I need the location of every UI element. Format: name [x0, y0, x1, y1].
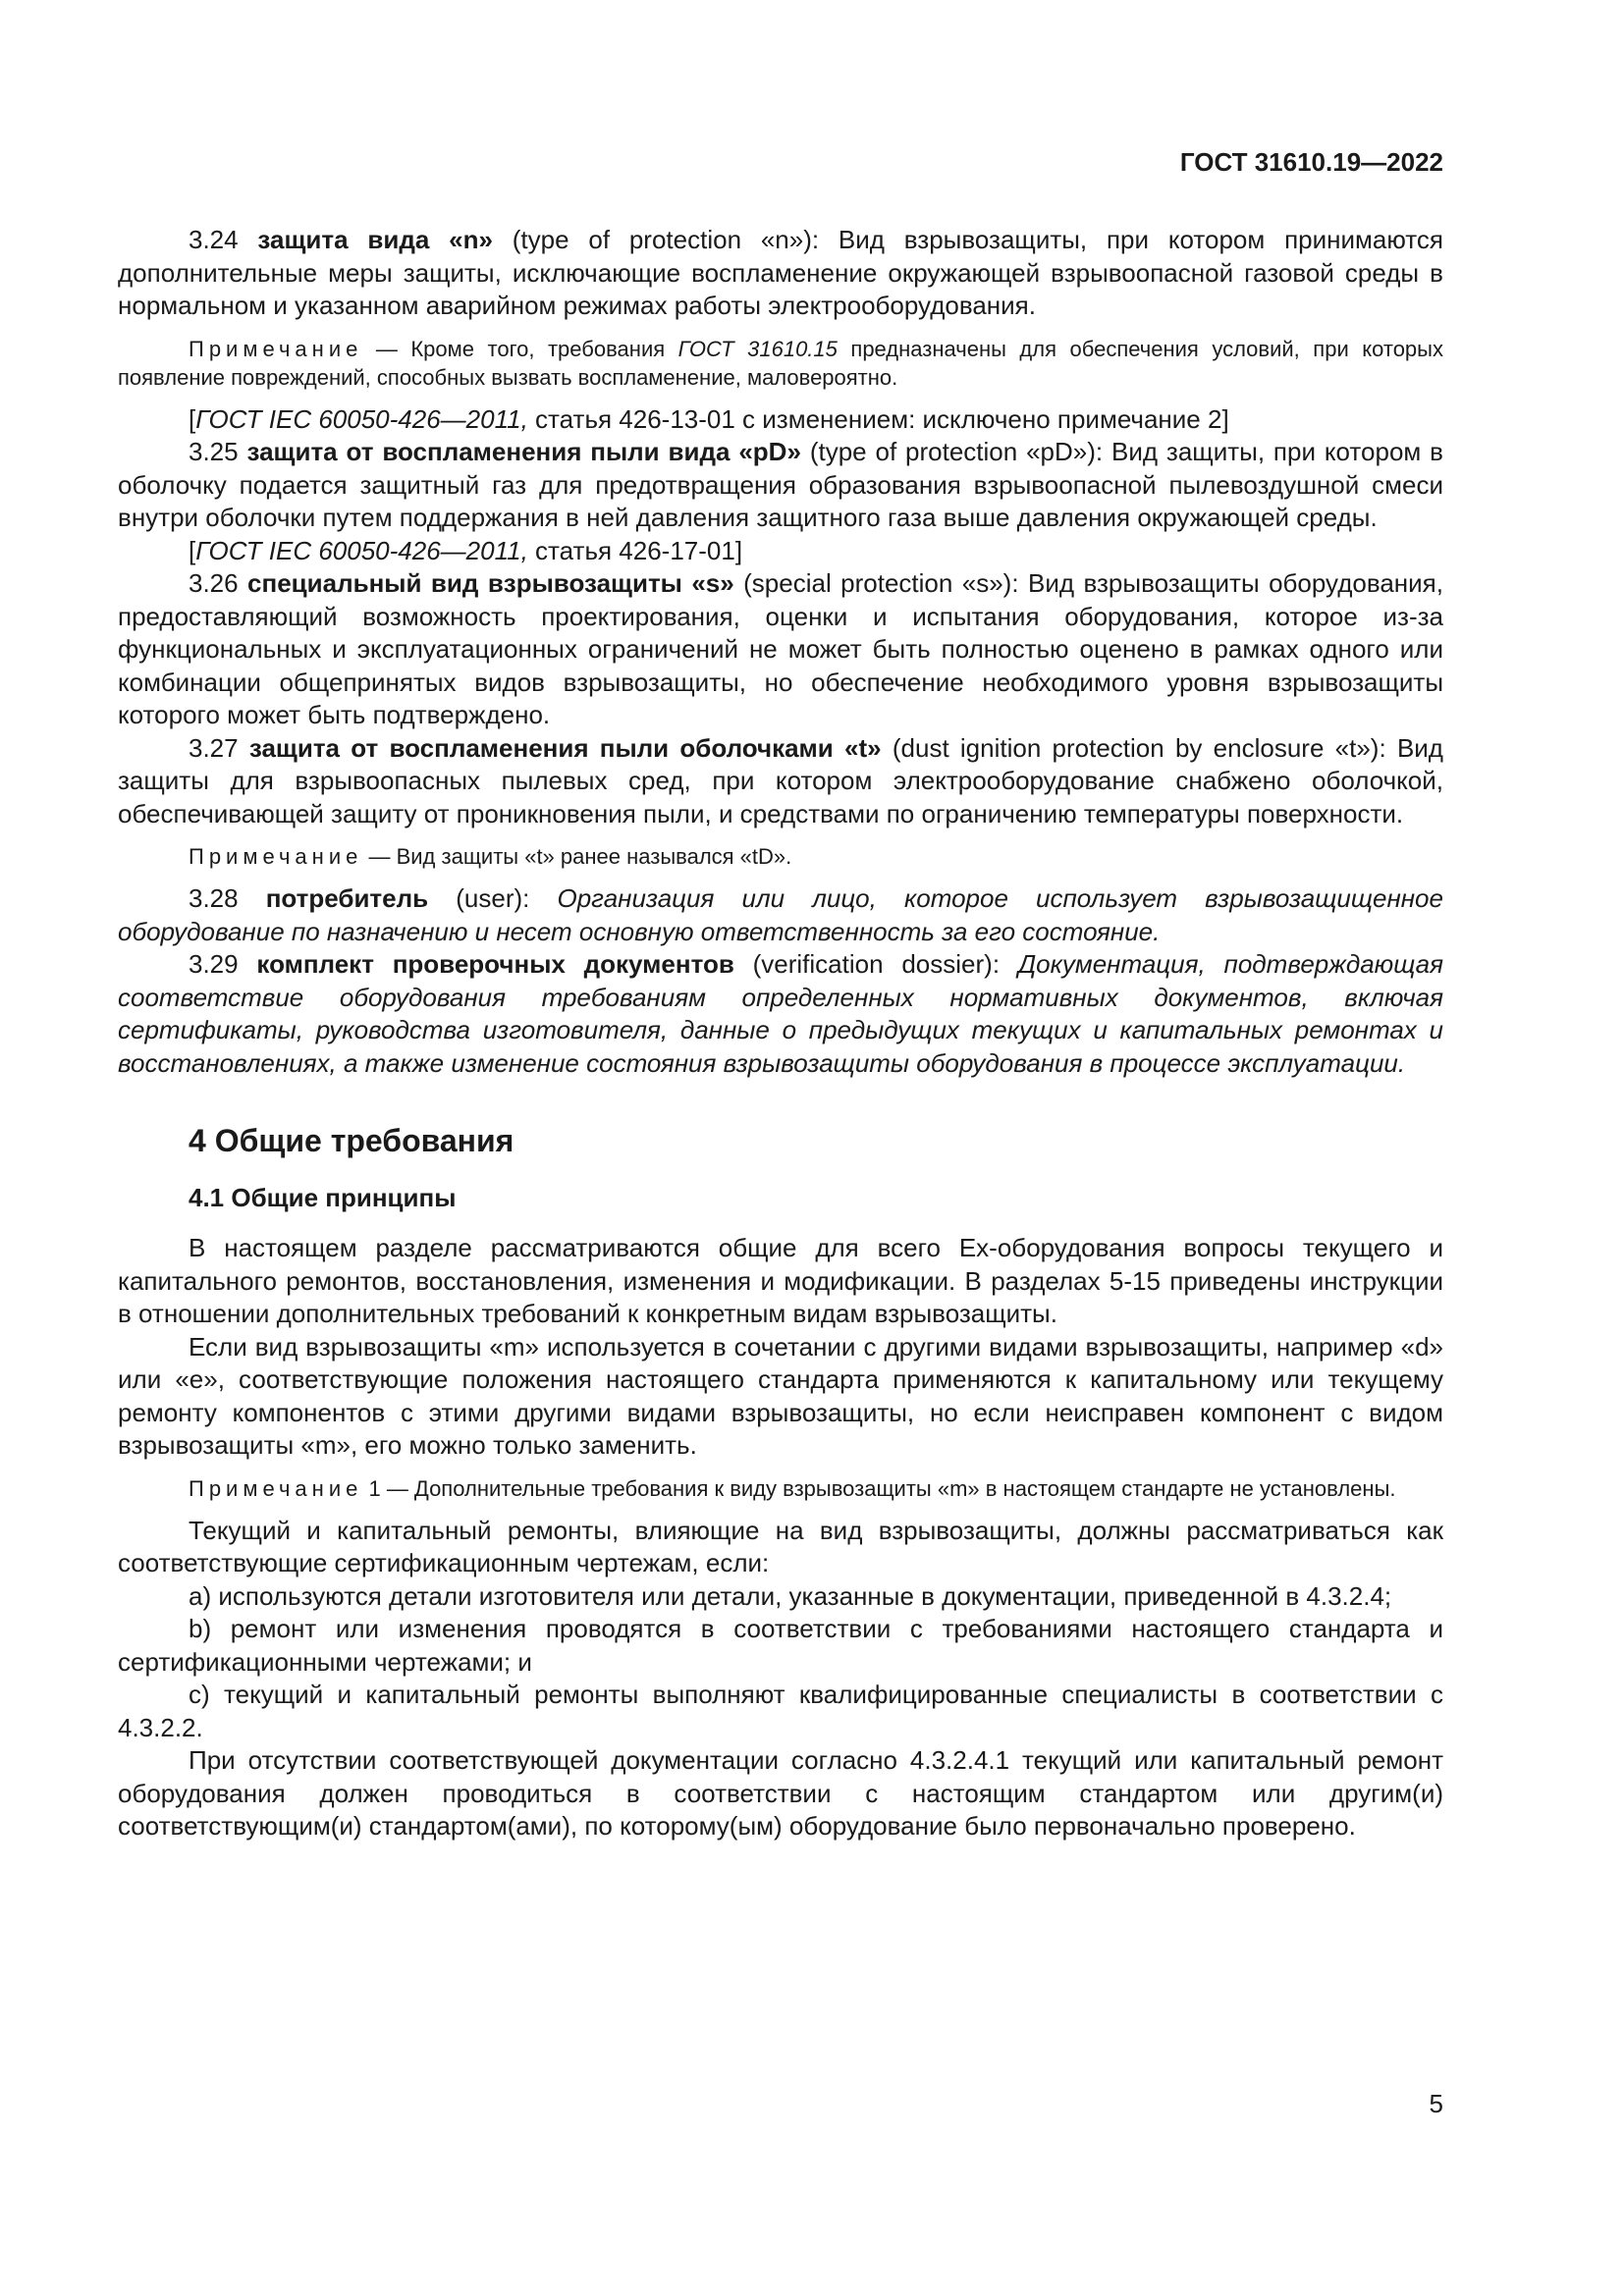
subsection-heading: 4.1 Общие принципы — [189, 1183, 457, 1212]
paragraph: Если вид взрывозащиты «m» используется в сочетании с другими видами взрывозащиты, например «d» или «е», соответствующие положения настоящего стандарта применяются к капитальному или текущему ремонту компонентов с этими другими видами взрывозащиты, но если неисправен компонент с видом взрывозащиты «m», его можно только заменить. — [118, 1331, 1443, 1460]
term-en: (type of protection «n»): — [512, 225, 820, 254]
note: Примечание — Вид защиты «t» ранее назывался «tD». — [189, 844, 792, 869]
standard-reference: ГОСТ 31610.15 — [677, 336, 838, 361]
list-item: b) ремонт или изменения проводятся в соответствии с требованиями настоящего стандарта и сертификационными чертежами; и — [118, 1614, 1443, 1677]
clause-number: 3.27 — [189, 732, 239, 763]
definition-text: Вид защиты для взрывоопасных пылевых сред, при котором электрооборудование снабжено оболочкой, обеспечивающей защиту от проникновения пыли, и средствами по ограничению температуры поверхности. — [118, 732, 1443, 828]
definition-3-27 — [118, 732, 1443, 831]
document-header: ГОСТ 31610.19—2022 — [1179, 147, 1443, 177]
definition-text: Документация, подтверждающая соответствие оборудования требованиям определенных нормативных документов, включая сертификаты, руководства изготовителя, данные о предыдущих текущих и капитальных ремонтах и восстановлениях, а также изменение состояния взрывозащиты оборудования в процессе эксплуатации. — [118, 949, 1443, 1078]
term-en: (dust ignition protection by enclosure «t»): — [892, 732, 1386, 763]
clause-number: 3.24 — [189, 225, 239, 254]
clause-number: 3.26 — [189, 568, 239, 598]
paragraph: При отсутствии соответствующей документации согласно 4.3.2.4.1 текущий или капитальный ремонт оборудования должен проводиться в соответствии с настоящим стандартом или другим(и) соответствующим(и) стандартом(ами), по которому(ым) оборудование было первоначально проверено. — [118, 1745, 1443, 1841]
list-item: с) текущий и капитальный ремонты выполняют квалифицированные специалисты в соответствии с 4.3.2.2. — [118, 1680, 1443, 1742]
note-label: Примечание — [189, 844, 363, 869]
clause-number: 3.28 — [189, 883, 239, 913]
definition-3-28 — [118, 882, 1443, 948]
term-en: (verification dossier): — [752, 949, 1001, 979]
source-reference: [ГОСТ IEC 60050-426—2011, статья 426-17-01] — [189, 535, 743, 565]
note-label: Примечание — [189, 1475, 363, 1501]
term: защита от воспламенения пыли вида «pD» — [246, 437, 801, 466]
source-reference: [ГОСТ IEC 60050-426—2011, статья 426-13-01 с изменением: исключено примечание 2] — [189, 403, 1229, 434]
section-heading: 4 Общие требования — [189, 1123, 514, 1158]
definition-text: Вид взрывозащиты, при котором принимаются дополнительные меры защиты, исключающие воспламенение окружающей взрывоопасной газовой среды в нормальном и указанном аварийном режимах работы электрооборудования. — [118, 225, 1443, 320]
definition-3-29 — [118, 948, 1443, 1080]
clause-number: 3.29 — [189, 949, 239, 979]
paragraph: Текущий и капитальный ремонты, влияющие на вид взрывозащиты, должны рассматриваться как соответствующие сертификационным чертежам, если: — [118, 1515, 1443, 1577]
clause-number: 3.25 — [189, 437, 239, 466]
definition-3-26 — [118, 567, 1443, 732]
page-number: 5 — [1429, 2089, 1443, 2118]
note-label: Примечание — [189, 336, 363, 361]
definition-text: Вид защиты, при котором в оболочку подается защитный газ для предотвращения образования взрывоопасной пылевоздушной смеси внутри оболочки путем поддержания в ней давления защитного газа выше давления окружающей среды. — [118, 437, 1443, 532]
term: защита вида «n» — [257, 225, 493, 254]
definition-3-24 — [118, 224, 1443, 323]
term: комплект проверочных документов — [256, 949, 734, 979]
definition-text: Вид взрывозащиты оборудования, предоставляющий возможность проектирования, оценки и испытания оборудования, которое из-за функциональных и эксплуатационных ограничений не может быть полностью оценено в рамках одного или комбинации общепринятых видов взрывозащиты, но обеспечение необходимого уровня взрывозащиты которого может быть подтверждено. — [118, 568, 1443, 729]
paragraph: В настоящем разделе рассматриваются общие для всего Ех-оборудования вопросы текущего и капитального ремонтов, восстановления, изменения и модификации. В разделах 5-15 приведены инструкции в отношении дополнительных требований к конкретным видам взрывозащиты. — [118, 1233, 1443, 1328]
note: Примечание 1 — Дополнительные требования к виду взрывозащиты «m» в настоящем стандарте не установлены. — [189, 1475, 1396, 1501]
definition-3-25 — [118, 436, 1443, 535]
term-en: (type of protection «pD»): — [809, 437, 1104, 466]
term: специальный вид взрывозащиты «s» — [247, 568, 734, 598]
definition-text: Организация или лицо, которое использует взрывозащищенное оборудование по назначению и несет основную ответственность за его состояние. — [118, 883, 1443, 946]
term: защита от воспламенения пыли оболочками «t» — [248, 732, 882, 763]
note: Примечание — Кроме того, требования ГОСТ 31610.15 предназначены для обеспечения условий, при которых появление повреждений, способных вызвать воспламенение, маловероятно. — [118, 336, 1443, 390]
list-item: а) используются детали изготовителя или детали, указанные в документации, приведенной в 4.3.2.4; — [189, 1580, 1392, 1611]
term-en: (special protection «s»): — [743, 568, 1019, 598]
page-content — [118, 224, 1443, 1843]
term-en: (user): — [456, 883, 530, 913]
term: потребитель — [265, 883, 429, 913]
